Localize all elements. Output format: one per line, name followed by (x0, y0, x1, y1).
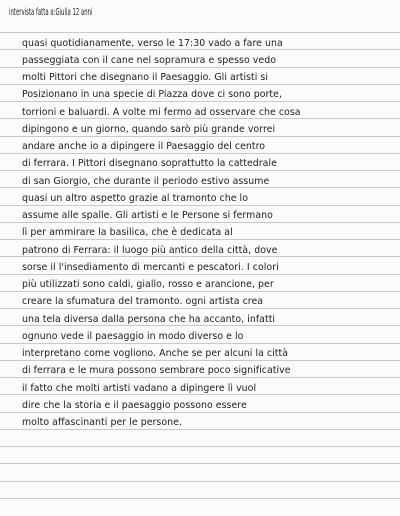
ruled-line (0, 170, 400, 171)
ruled-line (0, 153, 400, 154)
ruled-line (0, 343, 400, 344)
ruled-line (0, 291, 400, 292)
ruled-line (0, 205, 400, 206)
ruled-line (0, 446, 400, 447)
page-title: intervista fatta a:Giulia 12 anni (9, 7, 93, 18)
ruled-line (0, 498, 400, 499)
text-line-8: di ferrara. I Pittori disegnano soprattutto la cattedrale (22, 158, 277, 169)
text-line-18: ognuno vede il paesaggio in modo diverso e lo (22, 331, 244, 342)
text-line-21: il fatto che molti artisti vadano a dipingere lì vuol (22, 383, 257, 394)
ruled-line (0, 394, 400, 395)
text-line-20: di ferrara e le mura possono sembrare poco significative (22, 365, 291, 376)
ruled-line (0, 222, 400, 223)
text-line-7: andare anche io a dipingere il Paesaggio del centro (22, 141, 266, 152)
text-line-5: torrioni e baluardi. A volte mi fermo ad osservare che cosa (22, 107, 301, 118)
ruled-line (0, 256, 400, 257)
text-line-9: di san Giorgio, che durante il periodo estivo assume (22, 176, 270, 187)
text-line-14: sorse il l'insediamento di mercanti e pescatori. I colori (22, 262, 279, 273)
text-line-2: passeggiata con il cane nel sopramura e spesso vedo (22, 55, 276, 66)
ruled-line (0, 308, 400, 309)
ruled-line (0, 481, 400, 482)
ruled-line (0, 377, 400, 378)
text-line-22: dire che la storia e il paesaggio possono essere (22, 400, 247, 411)
ruled-line (0, 429, 400, 430)
ruled-line (0, 84, 400, 85)
text-line-4: Posizionano in una specie di Piazza dove ci sono porte, (22, 89, 283, 100)
ruled-line (0, 136, 400, 137)
text-line-17: una tela diversa dalla persona che ha accanto, infatti (22, 314, 276, 325)
text-line-23: molto affascinanti per le persone. (22, 417, 182, 428)
text-line-1: quasi quotidianamente, verso le 17:30 vado a fare una (22, 38, 283, 49)
ruled-line (0, 325, 400, 326)
ruled-line (0, 412, 400, 413)
ruled-line (0, 463, 400, 464)
text-line-11: assume alle spalle. Gli artisti e le Persone si fermano (22, 210, 273, 221)
text-line-16: creare la sfumatura del tramonto. ogni artista crea (22, 296, 264, 307)
text-line-15: più utilizzati sono caldi, giallo, rosso e arancione, per (22, 279, 274, 290)
ruled-line (0, 360, 400, 361)
ruled-line (0, 32, 400, 33)
ruled-line (0, 239, 400, 240)
text-line-19: interpretano come vogliono. Anche se per alcuni la città (22, 348, 289, 359)
ruled-line (0, 67, 400, 68)
text-line-3: molti Pittori che disegnano il Paesaggio. Gli artisti si (22, 72, 269, 83)
ruled-line (0, 49, 400, 50)
text-line-12: lì per ammirare la basilica, che è dedicata al (22, 227, 233, 238)
ruled-line (0, 118, 400, 119)
text-line-13: patrono di Ferrara: il luogo più antico della città, dove (22, 245, 278, 256)
ruled-line (0, 274, 400, 275)
ruled-line (0, 101, 400, 102)
text-line-6: dipingono e un giorno, quando sarò più grande vorrei (22, 124, 276, 135)
ruled-line (0, 187, 400, 188)
text-line-10: quasi un altro aspetto grazie al tramonto che lo (22, 193, 248, 204)
